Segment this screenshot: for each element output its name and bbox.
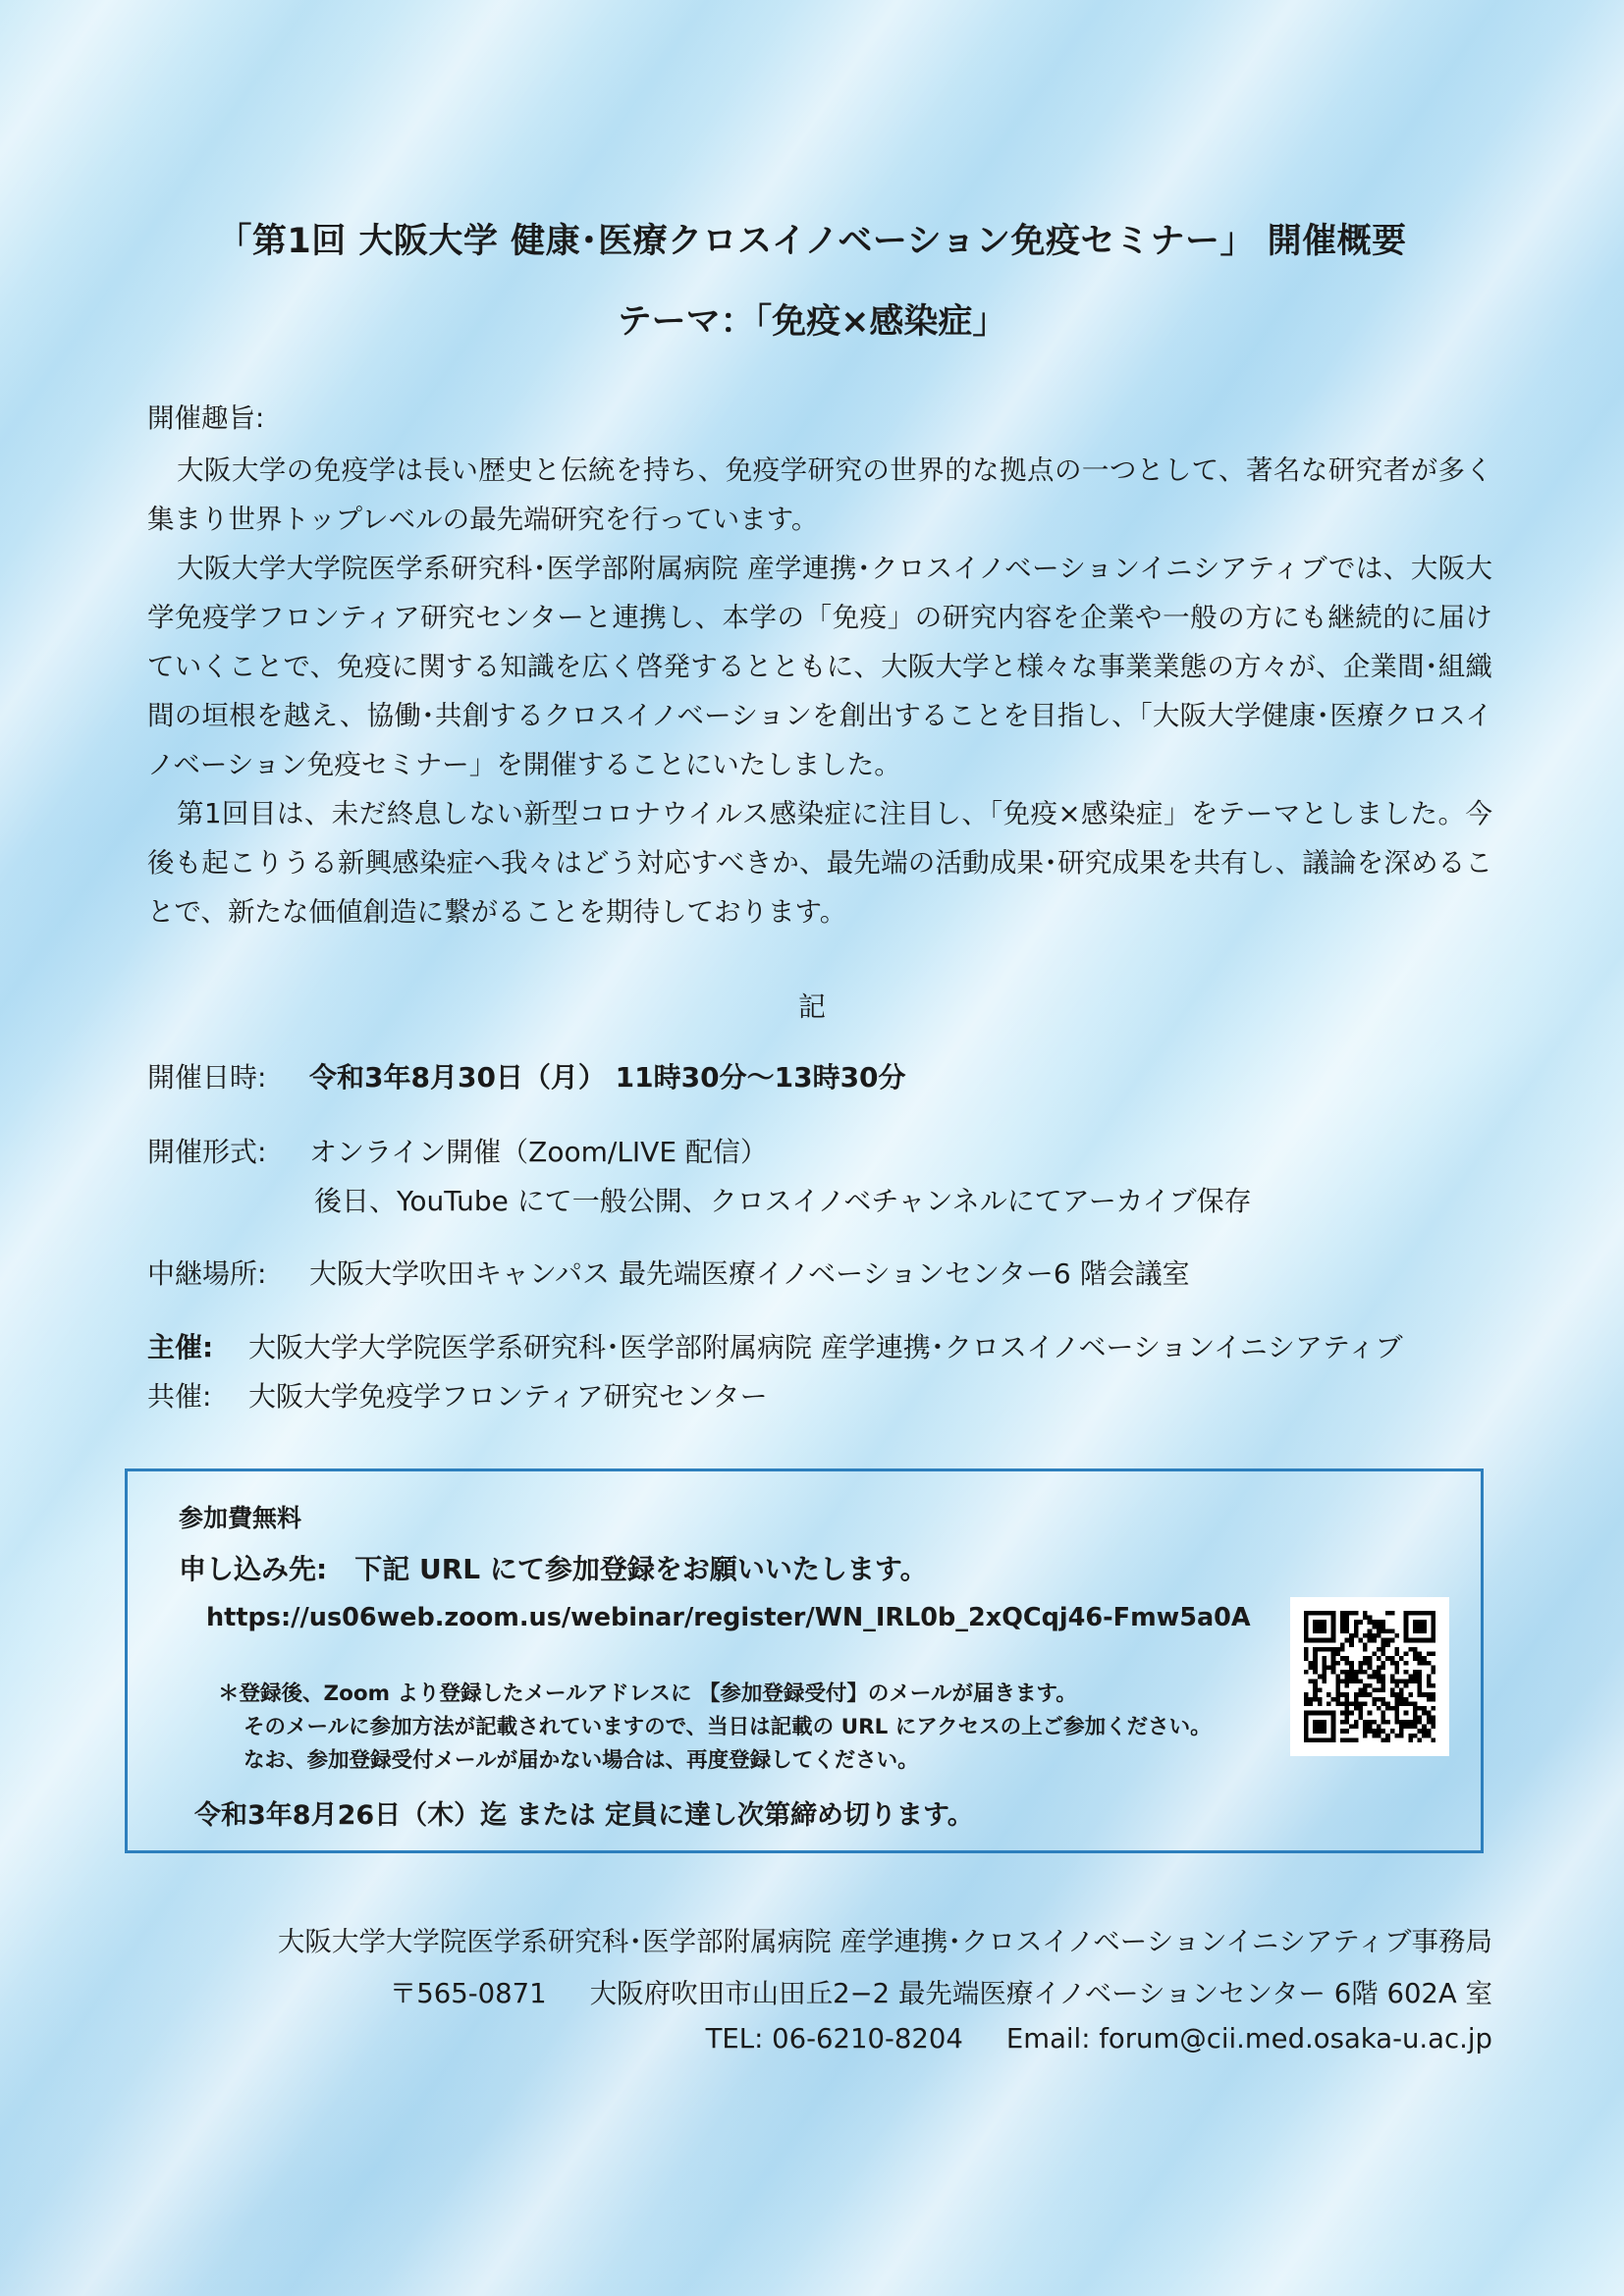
host-value: 大阪大学大学院医学系研究科･医学部附属病院 産学連携･クロスイノベーションイニシアティブ [248,1331,1403,1363]
format-label: 開催形式: [147,1136,267,1168]
format-sub: 後日、YouTube にて一般公開、クロスイノベチャンネルにてアーカイブ保存 [314,1185,1252,1217]
date-row [147,1053,906,1102]
apply-text: 下記 URL にて参加登録をお願いいたします。 [354,1553,928,1585]
intro-section [147,397,1492,936]
date-label: 開催日時: [147,1061,267,1094]
intro-paragraph: 大阪大学の免疫学は長い歴史と伝統を持ち、免疫学研究の世界的な拠点の一つとして、著名な研究者が多く集まり世界トップレベルの最先端研究を行っています。 [147,454,1492,535]
note-line: ＊登録後、Zoom より登録したメールアドレスに 【参加登録受付】のメールが届きます。 [218,1682,1077,1706]
apply-label: 申し込み先: [179,1553,328,1585]
intro-paragraph: 第1回目は、未だ終息しない新型コロナウイルス感染症に注目し、「免疫×感染症」をテーマとしました。今後も起こりうる新興感染症へ我々はどう対応すべきか、最先端の活動成果･研究成果を共有し、議論を深めることで、新たな価値創造に繋がることを期待しております。 [147,798,1492,928]
footer-address-line [390,1971,1492,2010]
page-title: 「第1回 大阪大学 健康･医療クロスイノベーション免疫セミナー」 開催概要 [217,222,1407,261]
venue-label: 中継場所: [147,1257,267,1290]
footer-address: 大阪府吹田市山田丘2−2 最先端医療イノベーションセンター 6階 602A 室 [589,1978,1492,2009]
deadline-text: 令和3年8月26日（木）迄 または 定員に達し次第締め切ります。 [194,1800,974,1831]
host-row [147,1323,1403,1372]
footer-office: 大阪大学大学院医学系研究科･医学部附属病院 産学連携･クロスイノベーションイニシアティブ事務局 [277,1926,1492,1957]
registration-notes [218,1678,1212,1778]
apply-line [179,1548,928,1587]
note-line: なお、参加登録受付メールが届かない場合は、再度登録してください。 [244,1748,919,1773]
date-value: 令和3年8月30日（月） 11時30分～13時30分 [309,1061,906,1094]
venue-value: 大阪大学吹田キャンパス 最先端医療イノベーションセンター6 階会議室 [309,1257,1190,1290]
format-value: オンライン開催（Zoom/LIVE 配信） [309,1136,768,1168]
intro-heading: 開催趣旨: [147,402,265,434]
note-line: そのメールに参加方法が記載されていますので、当日は記載の URL にアクセスの上ご参加ください。 [244,1715,1212,1739]
ki-heading: 記 [797,990,826,1023]
host-label: 主催: [147,1331,214,1363]
theme-heading: テーマ：「免疫×感染症」 [617,302,1007,342]
fee-text: 参加費無料 [179,1504,302,1532]
cohost-row [147,1372,768,1421]
qr-code-icon[interactable] [1290,1597,1449,1756]
footer-postal: 〒565-0871 [389,1978,547,2009]
footer-contact-line [706,2023,1492,2055]
footer-tel: TEL: 06-6210-8204 [705,2023,963,2055]
registration-url[interactable]: https://us06web.zoom.us/webinar/register/WN_IRL0b_2xQCqj46-Fmw5a0A [206,1603,1251,1632]
qr-code-graphic [1304,1611,1435,1742]
venue-row [147,1250,1190,1299]
footer-email[interactable]: Email: forum@cii.med.osaka-u.ac.jp [1005,2023,1492,2055]
intro-paragraph: 大阪大学大学院医学系研究科･医学部附属病院 産学連携･クロスイノベーションイニシアティブでは、大阪大学免疫学フロンティア研究センターと連携し、本学の「免疫」の研究内容を企業や一般の方にも継続的に届けていくことで、免疫に関する知識を広く啓発するとともに、大阪大学と様々な事業業態の方々が、企業間･組織間の垣根を越え、協働･共創するクロスイノベーションを創出することを目指し、「大阪大学健康･医療クロスイノベーション免疫セミナー」を開催することにいたしました。 [147,553,1492,780]
format-row [147,1128,768,1177]
cohost-label: 共催: [147,1380,212,1413]
cohost-value: 大阪大学免疫学フロンティア研究センター [248,1380,768,1413]
registration-box [125,1468,1484,1853]
